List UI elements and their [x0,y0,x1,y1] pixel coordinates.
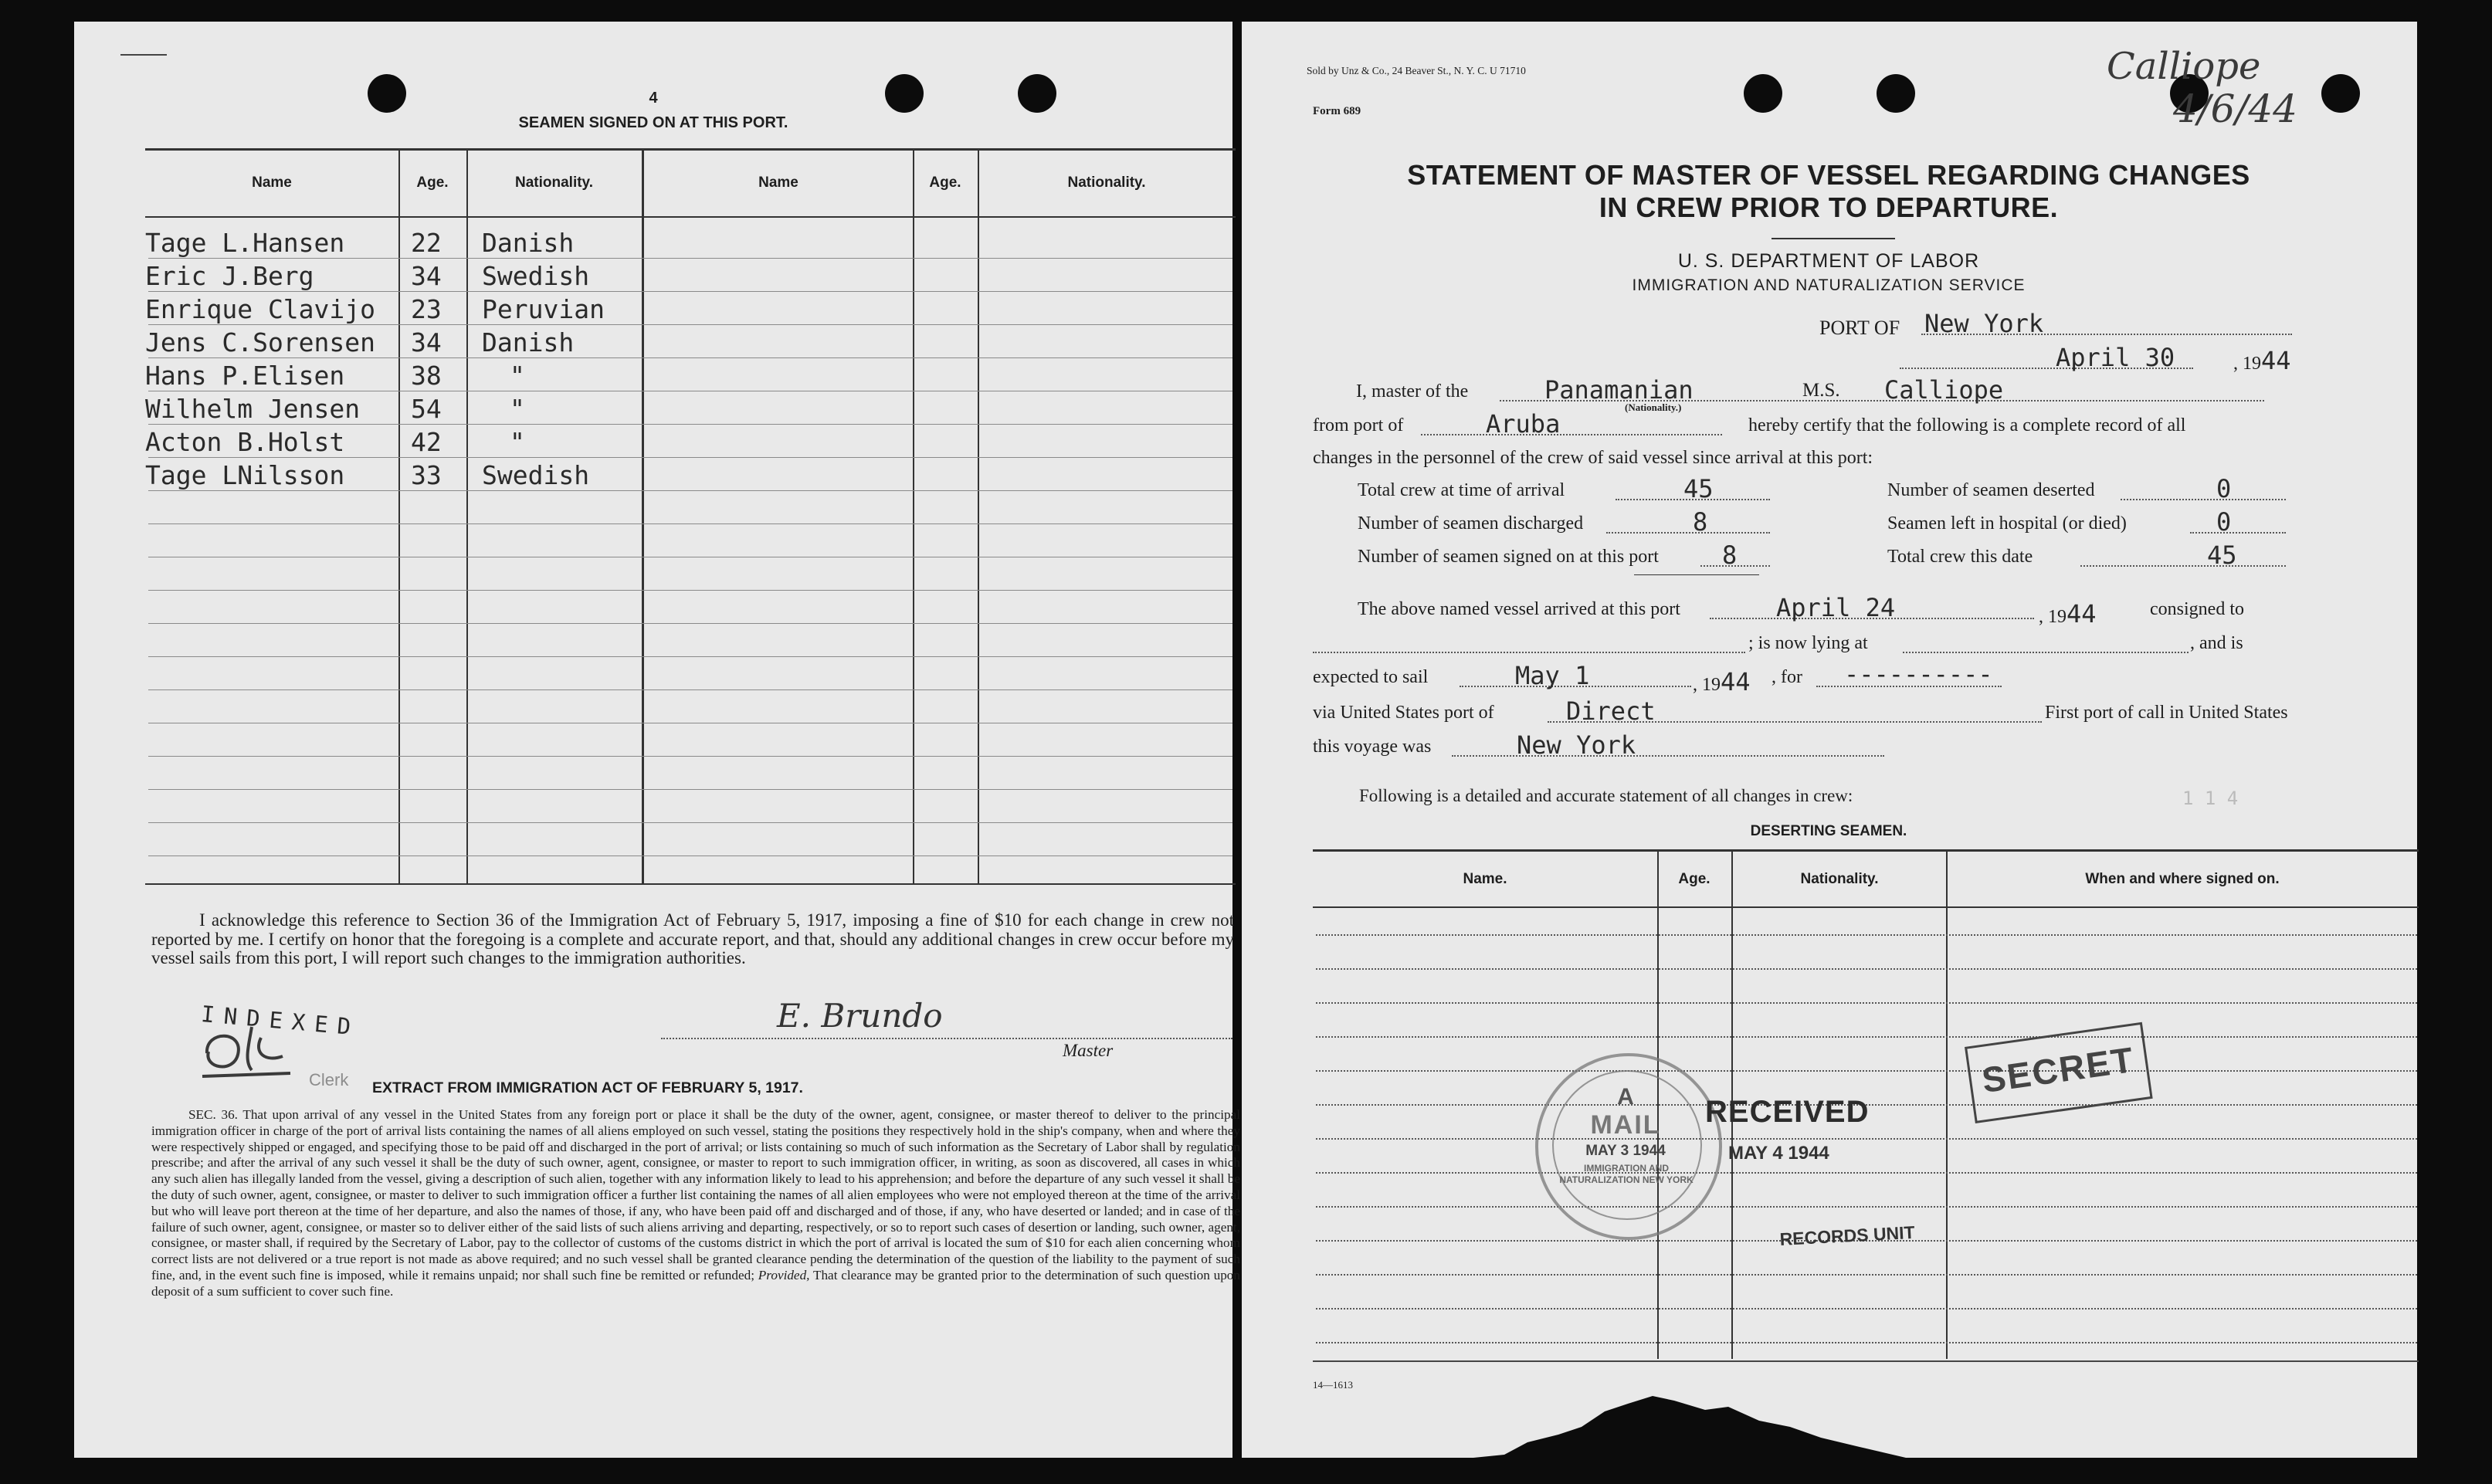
seaman-nationality: Swedish [482,261,590,291]
footer-rule [1313,1360,2419,1362]
for-value: ---------- [1844,659,1993,689]
footer-code: 14—1613 [1313,1379,1353,1391]
first-port-label: First port of call in United States [2045,703,2288,723]
punch-hole [2321,74,2360,113]
seaman-name: Tage LNilsson [145,460,345,490]
deserting-row-rule [1316,1342,2417,1343]
certify-text-2: changes in the personnel of the crew of said vessel since arrival at this port: [1313,448,1873,468]
col-header-nationality-2: Nationality. [1067,174,1146,191]
deserting-row-rule [1316,1308,2417,1310]
table-bottom-rule [145,883,1236,885]
vessel-type: M.S. [1802,380,1840,401]
total-crew-arrival-value: 45 [1683,474,1714,503]
department: U. S. DEPARTMENT OF LABOR [1677,250,1980,272]
sail-year-value: 44 [1721,667,1751,696]
handwritten-vessel-note: Calliope [2107,45,2261,88]
seaman-name: Eric J.Berg [145,261,314,291]
seaman-name: Wilhelm Jensen [145,394,361,424]
total-crew-date-value: 45 [2207,540,2237,570]
extract-body: That upon arrival of any vessel in the United States from any foreign port or place it shall be the duty of the owner, agent, consignee, or master thereof to deliver to the principal immigration officer in charge of the port of arrival lists containing the names of all aliens employed on such vessel, stating the positions they respectively hold in the ship's company, when and where they were respectively shipped or engaged, and specifying those to be paid off and discharged in the port of arrival; or lists containing so much of such information as the Secretary of Labor shall by regulation prescribe; and after the arrival of any such vessel it shall be the duty of such owner, agent, consignee, or master to report to such immigration officer, in writing, as soon as discovered, all cases in which any such alien has illegally landed from the vessel, giving a description of such alien, together with any information likely to lead to his apprehension; and before the departure of any such vessel it shall be the duty of such owner, agent, consignee, or master to deliver to such immigration officer a further list containing the names of all alien employees who were not employed thereon at the time of the arrival but who will leave port thereon at the time of her departure, and also the names of those, if any, who have been paid off and discharged and of those, if any, who have deserted or landed; and in case of the failure of such owner, agent, consignee, or master so to deliver either of the said lists of such aliens arriving and departing, respectively, or so to report such cases of desertion or landing, such owner, agent, consignee, or master shall, if required by the Secretary of Labor, pay to the collector of customs of the customs district in which the port of arrival is located the sum of $10 for each alien concerning whom correct lists are not delivered or a true report is not made as above required; and no such vessel shall be granted clearance pending the determination of the question of the liability to the payment of such fine, and, in the event such fine is imposed, while it remains unpaid; nor shall such fine be remitted or refunded; [151,1107,1240,1282]
nationality-value: Panamanian [1544,375,1694,405]
left-page [74,22,1240,1458]
port-value: New York [1924,309,2044,338]
seller-line: Sold by Unz & Co., 24 Beaver St., N. Y. C. U 71710 [1307,65,1526,76]
consigned-line [1313,652,1745,653]
torn-edge [1473,1381,1906,1458]
seaman-age: 33 [411,460,442,490]
extract-title: EXTRACT FROM IMMIGRATION ACT OF FEBRUARY 5, 1917. [372,1079,803,1096]
received-date: MAY 4 1944 [1728,1143,1829,1164]
right-page [1242,22,2417,1458]
seaman-nationality: " [510,427,525,457]
row-rule [148,623,1232,624]
seaman-name: Hans P.Elisen [145,361,345,391]
nationality-caption: (Nationality.) [1625,401,1682,413]
arrived-year-value: 44 [2066,599,2097,628]
from-port-line [1421,434,1722,435]
row-rule [148,324,1232,325]
deserting-header-rule [1313,906,2419,908]
consigned-label: consigned to [2150,599,2244,619]
lying-line [1903,652,2189,653]
master-signature-text: E. Brundo [777,997,943,1035]
row-rule [148,756,1232,757]
deserting-col-nationality: Nationality. [1800,871,1879,887]
counts-divider [1634,574,1759,575]
mail-stamp-bottom: IMMIGRATION AND NATURALIZATION NEW YORK [1559,1163,1694,1185]
deserting-top-rule [1313,849,2419,852]
date-year: , 1944 [2233,346,2291,375]
seaman-name: Tage L.Hansen [145,228,345,258]
secret-stamp: SECRET [1979,1038,2138,1100]
seaman-age: 38 [411,361,442,391]
form-title-line1: STATEMENT OF MASTER OF VESSEL REGARDING CHANGES [1407,159,2250,191]
deserting-row-rule [1316,934,2417,936]
voyage-label: this voyage was [1313,737,1432,757]
records-unit-stamp: RECORDS UNIT [1779,1221,1916,1249]
seaman-nationality: Danish [482,228,575,258]
from-port-label: from port of [1313,415,1404,435]
master-label: Master [1063,1041,1114,1060]
deserting-row-rule [1316,1138,2417,1140]
row-rule [148,291,1232,292]
mail-stamp-date: MAY 3 1944 [1585,1143,1666,1159]
deserting-row-rule [1316,1206,2417,1208]
discharged-value: 8 [1693,507,1708,537]
seaman-nationality: " [510,361,525,391]
deserting-row-rule [1316,1172,2417,1174]
row-rule [148,789,1232,790]
row-rule [148,656,1232,657]
and-is-label: , and is [2190,633,2243,653]
extract-lead: SEC. 36. [188,1107,238,1122]
arrived-year: , 1944 [2039,599,2097,628]
hospital-value: 0 [2216,507,2232,537]
page-number: 4 [649,90,658,107]
mail-stamp-letter: A [1617,1084,1634,1110]
handwritten-date: 4/6/44 [2173,86,2297,131]
row-rule [148,689,1232,690]
punch-hole [1877,74,1915,113]
total-crew-date-label: Total crew this date [1887,547,2033,567]
signed-on-value: 8 [1722,540,1738,570]
indexed-stamp: INDEXED [200,1001,361,1041]
seaman-name: Enrique Clavijo [145,294,376,324]
deserted-line [2121,499,2286,500]
extract-proviso: Provided, [758,1267,810,1282]
port-label: PORT OF [1819,317,1900,339]
seaman-name: Jens C.Sorensen [145,327,376,357]
acknowledgment-text: I acknowledge this reference to Section 36 of the Immigration Act of February 5, 1917, imposing a fine of $10 for each change in crew not reported by me. I certify on honor that the foregoing is a complete and accurate report, and that, should any additional changes in crew occur before my vessel sails from this port, I will report such changes to the immigration authorities. [151,910,1234,967]
row-rule [148,590,1232,591]
deserting-col-signed-on: When and where signed on. [2085,871,2280,887]
extract-text [151,1107,1240,1300]
col-header-nationality: Nationality. [515,174,593,191]
for-label: , for [1772,667,1802,687]
arrived-label: The above named vessel arrived at this port [1358,599,1680,619]
following-text: Following is a detailed and accurate statement of all changes in crew: [1359,786,1853,805]
deserted-label: Number of seamen deserted [1887,480,2095,500]
row-rule [148,424,1232,425]
seaman-nationality: Swedish [482,460,590,490]
seaman-age: 22 [411,228,442,258]
section-title: SEAMEN SIGNED ON AT THIS PORT. [518,114,788,131]
service: IMMIGRATION AND NATURALIZATION SERVICE [1632,276,2026,294]
deserting-title: DESERTING SEAMEN. [1750,823,1907,839]
deserting-col-age: Age. [1678,871,1710,887]
seaman-nationality: Peruvian [482,294,605,324]
via-value: Direct [1566,696,1656,726]
seaman-age: 42 [411,427,442,457]
signed-on-label: Number of seamen signed on at this port [1358,547,1659,567]
lying-label: ; is now lying at [1748,633,1868,653]
deserting-row-rule [1316,1036,2417,1038]
row-rule [148,822,1232,823]
mail-stamp-word: MAIL [1590,1110,1661,1140]
seaman-age: 34 [411,261,442,291]
hospital-label: Seamen left in hospital (or died) [1887,513,2127,534]
form-number: Form 689 [1313,105,1361,117]
clerk-label: Clerk [309,1070,349,1089]
hospital-line [2190,532,2286,534]
master-of-label: I, master of the [1356,381,1469,401]
arrived-date: April 24 [1776,593,1896,622]
received-stamp: RECEIVED [1705,1095,1870,1129]
row-rule [148,523,1232,524]
mark-dash [120,54,167,56]
deserting-row-rule [1316,1070,2417,1072]
deserting-row-rule [1316,968,2417,970]
table-header-rule [145,216,1236,218]
deserting-row-rule [1316,1002,2417,1004]
col-header-name: Name [252,174,292,191]
extract-tail: That clearance may be granted prior to the determination of such question upon deposit of a sum sufficient to cover such fine. [151,1267,1240,1299]
total-crew-arrival-label: Total crew at time of arrival [1358,480,1565,500]
discharged-line [1606,532,1770,534]
form-title-line2: IN CREW PRIOR TO DEPARTURE. [1599,191,2059,223]
master-signature [769,988,1032,1042]
seaman-age: 54 [411,394,442,424]
seaman-age: 23 [411,294,442,324]
vessel-name: Calliope [1884,375,2004,405]
col-header-age: Age. [416,174,449,191]
stray-mark: 1 1 4 [2182,788,2239,809]
deserting-row-rule [1316,1274,2417,1276]
from-port-value: Aruba [1486,409,1561,439]
col-header-name-2: Name [758,174,798,191]
certify-text: hereby certify that the following is a complete record of all [1748,415,2186,435]
row-rule [148,357,1232,358]
seaman-nationality: Danish [482,327,575,357]
year-value: 44 [2261,346,2291,375]
deserted-value: 0 [2216,474,2232,503]
seaman-age: 34 [411,327,442,357]
table-top-rule [145,148,1236,151]
sail-date: May 1 [1515,661,1590,690]
col-header-age-2: Age. [929,174,961,191]
date-value: April 30 [2056,343,2175,372]
seaman-name: Acton B.Holst [145,427,345,457]
year-prefix: 19 [2243,354,2261,374]
via-label: via United States port of [1313,703,1494,723]
expected-label: expected to sail [1313,667,1429,687]
row-rule [148,490,1232,491]
total-crew-date-line [2080,565,2286,567]
clerk-initials-mark [198,1022,306,1084]
row-rule [148,457,1232,458]
row-rule [148,258,1232,259]
sail-year: , 1944 [1693,667,1751,696]
discharged-label: Number of seamen discharged [1358,513,1584,534]
voyage-value: New York [1517,730,1636,760]
title-divider [1772,238,1895,239]
deserting-col-name: Name. [1463,871,1507,887]
seaman-nationality: " [510,394,525,424]
punch-hole [1744,74,1782,113]
